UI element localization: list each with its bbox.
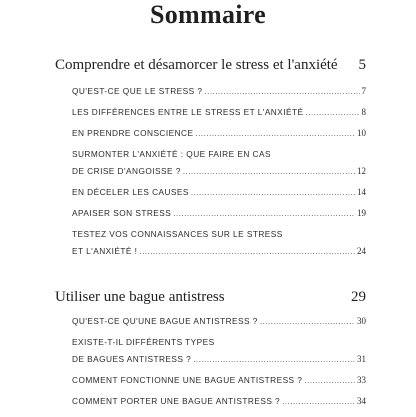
toc-entry-label: APAISER SON STRESS xyxy=(72,208,172,218)
leader-dots xyxy=(260,316,355,327)
toc-entry-page: 10 xyxy=(357,128,366,138)
toc-entry[interactable] xyxy=(72,396,366,407)
toc-entry[interactable] xyxy=(72,229,366,257)
toc-entry[interactable] xyxy=(72,337,366,365)
leader-dots xyxy=(139,246,355,257)
toc-entry-label: COMMENT FONCTIONNE UNE BAGUE ANTISTRESS ? xyxy=(72,375,303,385)
toc-entry[interactable] xyxy=(72,316,366,327)
toc-entry-page: 33 xyxy=(357,375,366,385)
section-page-number: 5 xyxy=(358,57,366,73)
toc-entry[interactable] xyxy=(72,107,366,118)
toc-entry-label: ET L'ANXIÉTÉ ! xyxy=(72,246,138,256)
leader-dots xyxy=(173,208,355,219)
toc-entry-label: QU'EST-CE QUE LE STRESS ? xyxy=(72,86,203,96)
toc-entry-label: DE BAGUES ANTISTRESS ? xyxy=(72,354,192,364)
toc-entry[interactable] xyxy=(72,208,366,219)
leader-dots xyxy=(193,354,355,365)
toc-entry-page: 12 xyxy=(357,166,366,176)
section-title: Utiliser une bague antistress xyxy=(55,289,225,305)
section-title: Comprendre et désamorcer le stress et l'anxiété xyxy=(55,57,338,73)
toc-entry-page: 31 xyxy=(357,354,366,364)
leader-dots xyxy=(204,86,359,97)
section-heading-bague[interactable] xyxy=(55,288,366,306)
toc-entry-page: 30 xyxy=(357,316,366,326)
section-page-number: 29 xyxy=(351,289,366,305)
leader-dots xyxy=(183,166,355,177)
toc-entry-label: QU'EST-CE QU'UNE BAGUE ANTISTRESS ? xyxy=(72,316,258,326)
toc-entry-label: EN PRENDRE CONSCIENCE xyxy=(72,128,194,138)
toc-entry-label: LES DIFFÉRENCES ENTRE LE STRESS ET L'ANXIÉTÉ xyxy=(72,107,304,117)
toc-entries-section-2 xyxy=(72,316,366,417)
toc-entry[interactable] xyxy=(72,128,366,139)
toc-entry-page: 14 xyxy=(357,187,366,197)
toc-entry-label: COMMENT PORTER UNE BAGUE ANTISTRESS ? xyxy=(72,396,281,406)
page-title: Sommaire xyxy=(149,0,266,29)
toc-entry[interactable] xyxy=(72,149,366,177)
section-heading-stress[interactable] xyxy=(55,56,366,74)
leader-dots xyxy=(304,375,355,386)
toc-entry-label: DE CRISE D'ANGOISSE ? xyxy=(72,166,181,176)
toc-entry[interactable] xyxy=(72,86,366,97)
toc-entry-page: 34 xyxy=(357,396,366,406)
toc-entry[interactable] xyxy=(72,375,366,386)
toc-entry-page: 7 xyxy=(361,86,366,96)
toc-entry-label-line1: EXISTE-T-IL DIFFÉRENTS TYPES xyxy=(72,337,215,347)
toc-entry-label-line1: TESTEZ VOS CONNAISSANCES SUR LE STRESS xyxy=(72,229,283,239)
leader-dots xyxy=(191,187,355,198)
toc-entry-page: 8 xyxy=(361,107,366,117)
leader-dots xyxy=(282,396,355,407)
toc-entry-page: 24 xyxy=(357,246,366,256)
leader-dots xyxy=(195,128,355,139)
leader-dots xyxy=(305,107,359,118)
toc-entry-label-line1: SURMONTER L'ANXIÉTÉ : QUE FAIRE EN CAS xyxy=(72,149,271,159)
toc-entry-label: EN DÉCELER LES CAUSES xyxy=(72,187,189,197)
toc-entries-section-1 xyxy=(72,86,366,267)
toc-entry-page: 19 xyxy=(357,208,366,218)
toc-entry[interactable] xyxy=(72,187,366,198)
